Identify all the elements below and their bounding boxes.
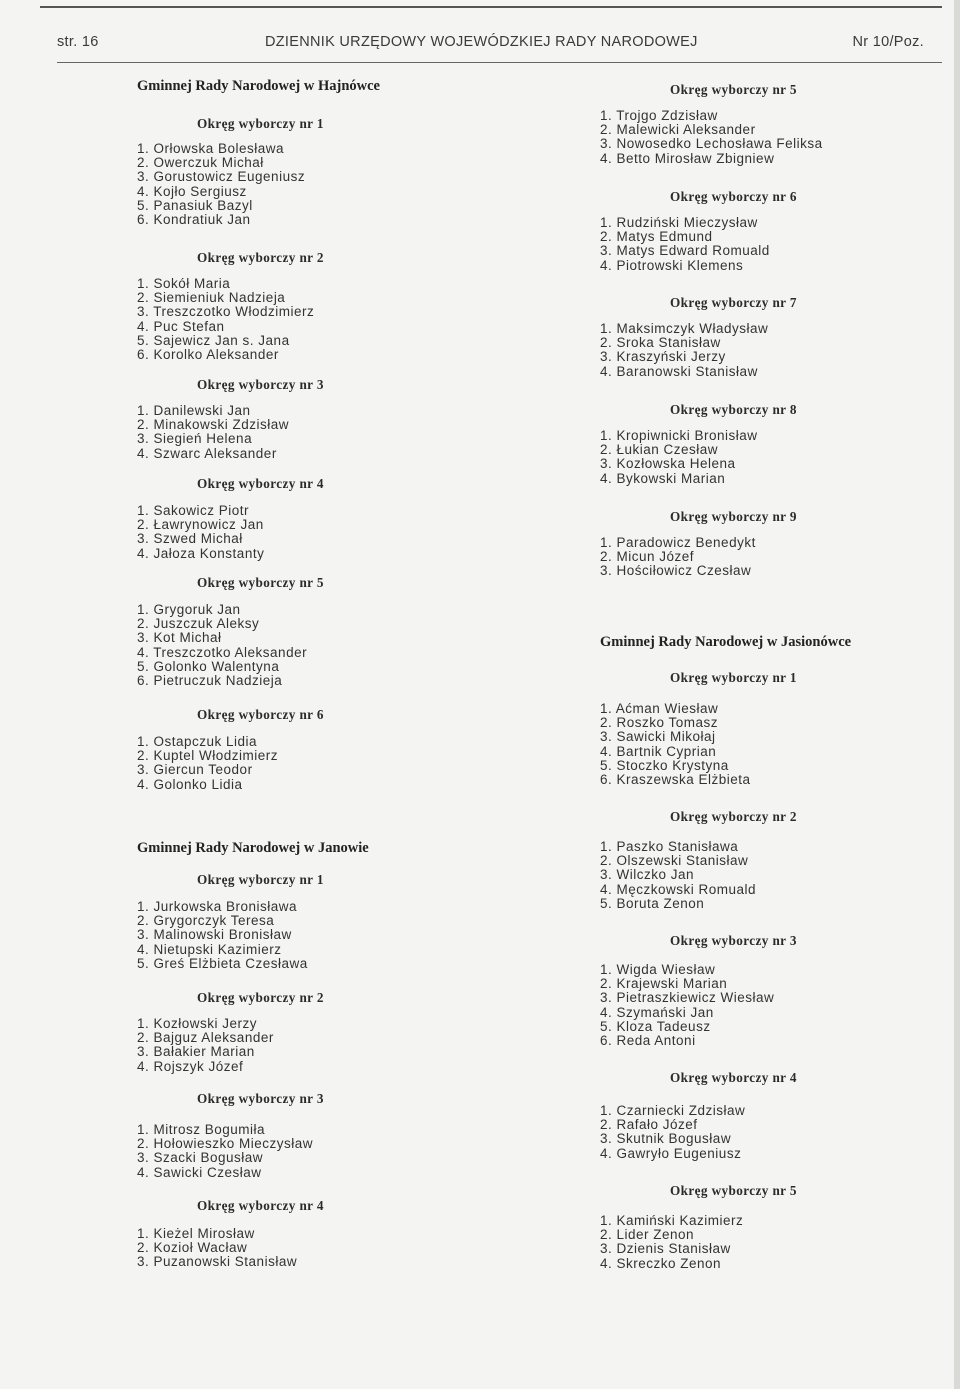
district-heading: Okręg wyborczy nr 4 [197,476,324,491]
candidate-name: 3. Puzanowski Stanisław [137,1254,298,1270]
candidate-name: 1. Paszko Stanisława [600,839,739,854]
candidate-name: 4. Baranowski Stanisław [600,363,758,379]
candidate-name: 2. Rafało Józef [600,1117,698,1133]
candidate-name: 1. Orłowska Bolesława [137,141,285,156]
candidate-name: 4. Bartnik Cyprian [600,743,717,759]
candidate-list [600,840,756,911]
candidate-name: 1. Grygoruk Jan [137,602,241,617]
candidate-name: 6. Kondratiuk Jan [137,212,251,228]
candidate-name: 2. Grygorczyk Teresa [137,913,275,929]
candidate-name: 2. Minakowski Zdzisław [137,417,290,433]
candidate-name: 1. Mitrosz Bogumiła [137,1122,266,1137]
candidate-list [600,109,823,166]
candidate-name: 1. Czarniecki Zdzisław [600,1103,746,1118]
district-heading: Okręg wyborczy nr 6 [670,189,797,204]
candidate-name: 1. Sokół Maria [137,276,231,291]
candidate-name: 3. Gorustowicz Eugeniusz [137,169,306,185]
candidate-name: 2. Olszewski Stanisław [600,853,749,869]
candidate-name: 1. Wigda Wiesław [600,962,716,977]
candidate-name: 2. Łukian Czesław [600,442,719,458]
candidate-name: 3. Wilczko Jan [600,867,695,883]
candidate-name: 2. Ławrynowicz Jan [137,517,264,533]
candidate-name: 3. Dzienis Stanisław [600,1241,731,1257]
candidate-name: 4. Betto Mirosław Zbigniew [600,150,775,166]
candidate-name: 3. Hościłowicz Czesław [600,563,752,579]
candidate-name: 4. Jałoza Konstanty [137,545,265,561]
page-edge [954,0,960,1389]
candidate-name: 6. Reda Antoni [600,1033,696,1049]
candidate-name: 6. Kraszewska Elżbieta [600,772,751,788]
candidate-name: 1. Kozłowski Jerzy [137,1016,258,1031]
candidate-name: 2. Hołowieszko Mieczysław [137,1136,314,1152]
candidate-name: 4. Golonko Lidia [137,776,243,792]
candidate-name: 5. Panasiuk Bazyl [137,197,253,213]
candidate-name: 5. Boruta Zenon [600,895,705,911]
candidate-list [600,1104,745,1161]
candidate-name: 4. Rojszyk Józef [137,1058,244,1074]
candidate-list [600,322,768,379]
candidate-name: 2. Roszko Tomasz [600,715,719,731]
district-heading: Okręg wyborczy nr 5 [670,1183,797,1198]
candidate-list [137,142,305,227]
candidate-name: 3. Sawicki Mikołaj [600,729,716,745]
candidate-name: 5. Sajewicz Jan s. Jana [137,332,290,348]
candidate-name: 2. Siemieniuk Nadzieja [137,290,286,306]
candidate-name: 4. Nietupski Kazimierz [137,941,282,957]
candidate-list [137,1123,313,1180]
district-heading: Okręg wyborczy nr 3 [197,1091,324,1106]
district-heading: Okręg wyborczy nr 2 [197,250,324,265]
candidate-name: 4. Gawryło Eugeniusz [600,1145,742,1161]
district-heading: Okręg wyborczy nr 1 [197,116,324,131]
candidate-list [600,536,756,579]
candidate-name: 2. Sroka Stanisław [600,335,721,351]
candidate-name: 4. Sawicki Czesław [137,1164,262,1180]
candidate-list [137,277,314,362]
candidate-name: 2. Lider Zenon [600,1227,695,1243]
candidate-name: 3. Matys Edward Romuald [600,243,770,259]
candidate-name: 3. Kraszyński Jerzy [600,349,726,365]
district-heading: Okręg wyborczy nr 5 [197,575,324,590]
candidate-name: 5. Kloza Tadeusz [600,1018,711,1034]
candidate-list [600,702,751,787]
candidate-name: 2. Matys Edmund [600,229,713,245]
candidate-name: 1. Aćman Wiesław [600,701,719,716]
district-heading: Okręg wyborczy nr 9 [670,509,797,524]
candidate-name: 4. Skreczko Zenon [600,1255,722,1271]
candidate-list [600,1214,743,1271]
candidate-name: 1. Kieżel Mirosław [137,1226,255,1241]
header-rule [57,62,942,63]
candidate-name: 3. Szacki Bogusław [137,1150,264,1166]
candidate-name: 2. Kozioł Wacław [137,1240,248,1256]
district-heading: Okręg wyborczy nr 2 [197,990,324,1005]
candidate-name: 1. Maksimczyk Władysław [600,321,769,336]
candidate-name: 4. Szwarc Aleksander [137,445,277,461]
candidate-name: 3. Bałakier Marian [137,1044,255,1060]
candidate-list [600,429,758,486]
candidate-name: 4. Kojło Sergiusz [137,183,247,199]
candidate-list [600,963,774,1048]
candidate-name: 4. Bykowski Marian [600,470,726,486]
candidate-name: 1. Trojgo Zdzisław [600,108,718,123]
journal-title: DZIENNIK URZĘDOWY WOJEWÓDZKIEJ RADY NARODOWEJ [265,34,698,50]
issue-number: Nr 10/Poz. [852,34,924,50]
candidate-name: 2. Malewicki Aleksander [600,122,756,138]
candidate-name: 3. Pietraszkiewicz Wiesław [600,990,775,1006]
district-heading: Okręg wyborczy nr 3 [670,933,797,948]
candidate-name: 3. Skutnik Bogusław [600,1131,732,1147]
candidate-name: 3. Nowosedko Lechosława Feliksa [600,136,823,152]
candidate-name: 1. Kamiński Kazimierz [600,1213,744,1228]
candidate-name: 2. Bajguz Aleksander [137,1030,274,1046]
candidate-list [137,603,307,688]
candidate-list [137,1017,274,1074]
council-heading: Gminnej Rady Narodowej w Jasionówce [600,634,852,650]
candidate-name: 4. Szymański Jan [600,1004,714,1020]
candidate-name: 2. Juszczuk Aleksy [137,616,260,632]
candidate-name: 4. Męczkowski Romuald [600,881,757,897]
candidate-name: 1. Jurkowska Bronisława [137,899,298,914]
candidate-name: 4. Piotrowski Klemens [600,257,744,273]
candidate-name: 1. Rudziński Mieczysław [600,215,758,230]
candidate-name: 6. Korolko Aleksander [137,347,279,363]
candidate-name: 3. Kozłowska Helena [600,456,736,472]
candidate-name: 1. Danilewski Jan [137,403,251,418]
candidate-name: 3. Malinowski Bronisław [137,927,292,943]
candidate-list [137,504,264,561]
candidate-name: 3. Siegień Helena [137,431,253,447]
candidate-name: 5. Greś Elżbieta Czesława [137,955,308,971]
candidate-name: 3. Giercun Teodor [137,762,253,778]
district-heading: Okręg wyborczy nr 2 [670,809,797,824]
district-heading: Okręg wyborczy nr 4 [670,1070,797,1085]
district-heading: Okręg wyborczy nr 8 [670,402,797,417]
district-heading: Okręg wyborczy nr 3 [197,377,324,392]
candidate-name: 2. Krajewski Marian [600,976,728,992]
candidate-name: 3. Treszczotko Włodzimierz [137,304,315,320]
district-heading: Okręg wyborczy nr 4 [197,1198,324,1213]
council-heading: Gminnej Rady Narodowej w Hajnówce [137,78,380,94]
candidate-name: 2. Kuptel Włodzimierz [137,748,279,764]
candidate-list [137,1227,297,1270]
candidate-list [137,735,278,792]
candidate-list [600,216,770,273]
candidate-name: 2. Micun Józef [600,549,695,565]
candidate-list [137,900,308,971]
candidate-name: 1. Sakowicz Piotr [137,503,250,518]
page-number: str. 16 [57,34,99,50]
council-heading: Gminnej Rady Narodowej w Janowie [137,840,369,856]
candidate-list [137,404,289,461]
candidate-name: 4. Treszczotko Aleksander [137,644,308,660]
district-heading: Okręg wyborczy nr 1 [670,670,797,685]
district-heading: Okręg wyborczy nr 5 [670,82,797,97]
district-heading: Okręg wyborczy nr 7 [670,295,797,310]
candidate-name: 2. Owerczuk Michał [137,155,264,171]
candidate-name: 1. Ostapczuk Lidia [137,734,258,749]
candidate-name: 1. Kropiwnicki Bronisław [600,428,758,443]
district-heading: Okręg wyborczy nr 1 [197,872,324,887]
candidate-name: 4. Puc Stefan [137,318,225,334]
candidate-name: 3. Szwed Michał [137,531,243,547]
district-heading: Okręg wyborczy nr 6 [197,707,324,722]
top-rule [40,6,942,8]
candidate-name: 6. Pietruczuk Nadzieja [137,673,283,689]
candidate-name: 3. Kot Michał [137,630,222,646]
candidate-name: 5. Golonko Walentyna [137,658,280,674]
candidate-name: 1. Paradowicz Benedykt [600,535,756,550]
candidate-name: 5. Stoczko Krystyna [600,757,729,773]
page-header [57,34,940,56]
